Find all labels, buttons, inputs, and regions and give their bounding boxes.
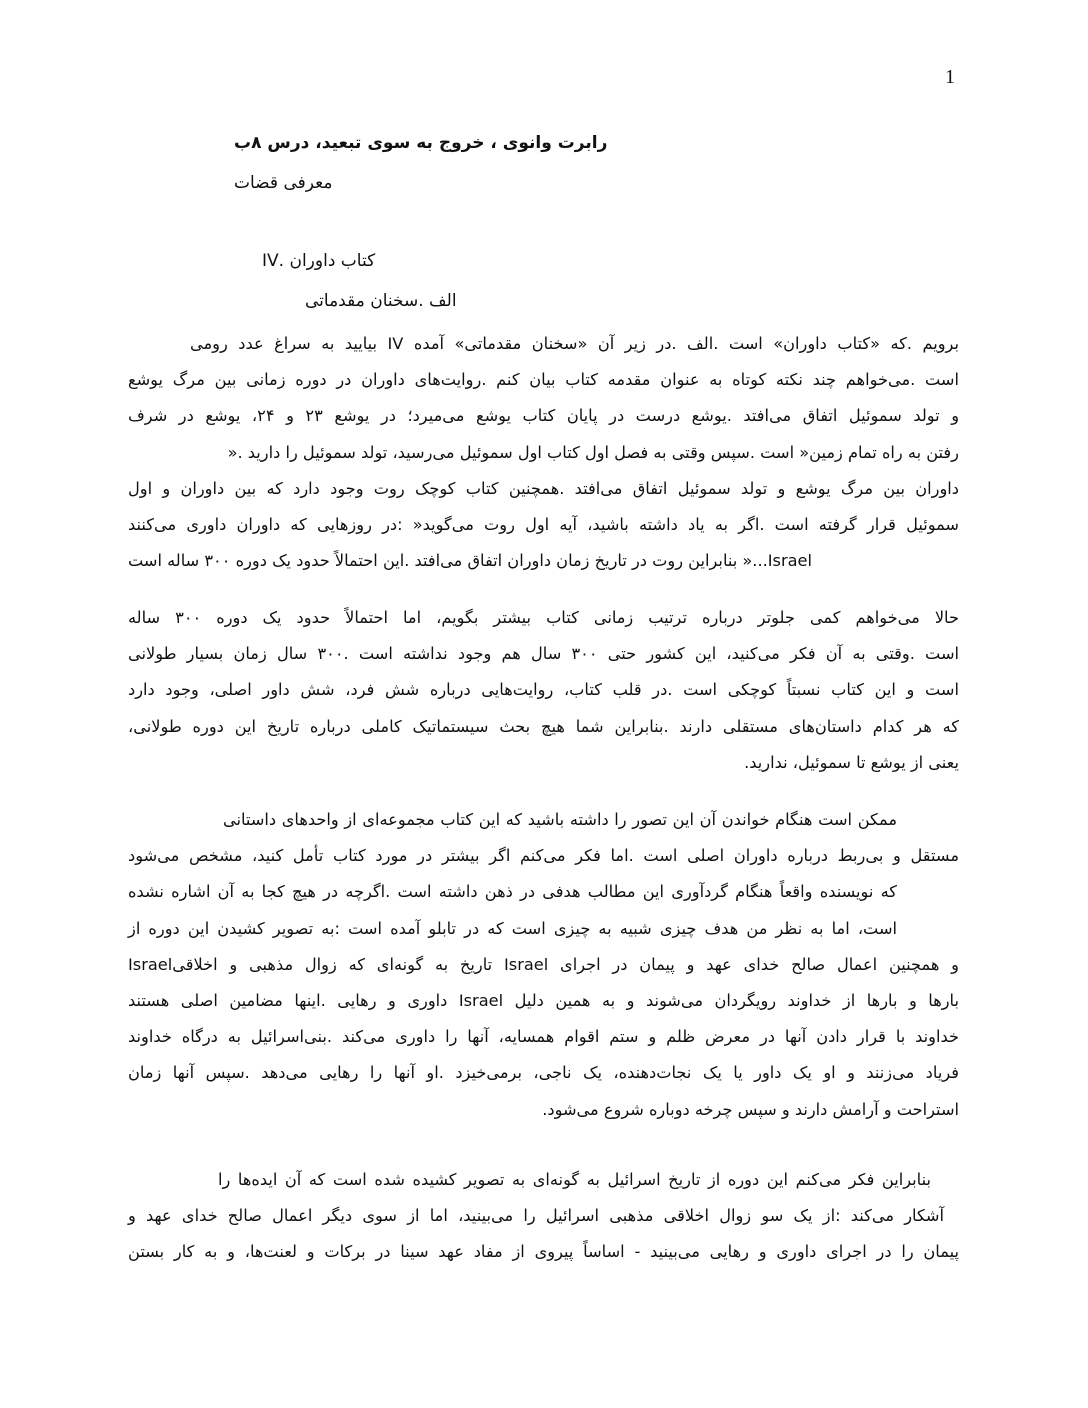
subsection-heading: الف .سخنان مقدماتی [305,291,457,311]
paragraph-line: پیمان را در اجرای داوری و رهایی می‌بینید - اساساً پیروی از مفاد عهد سینا در برکات و لعنت‌ها، و به کار بستن [128,1242,959,1262]
paragraph-line: سموئیل قرار گرفته است .اگر به یاد داشته باشید، آیه اول روت می‌گوید« :در روزهایی که داوران داوری می‌کنند [128,515,959,535]
paragraph-line: مستقل و بی‌ربط درباره داوران اصلی است .اما فکر می‌کنم اگر بیشتر در مورد کتاب تأمل کنید، مشخص می‌شود [128,846,959,866]
paragraph-line: استراحت و آرامش دارند و سپس چرخه دوباره شروع می‌شود. [542,1099,959,1119]
paragraph-line: آشکار می‌کند :از یک سو زوال اخلاقی مذهبی اسرائیل را می‌بینید، اما از سوی دیگر اعمال صالح خدای عهد و [128,1206,944,1226]
paragraph-4 [128,1162,959,1271]
paragraph-line: که هر کدام داستان‌های مستقلی دارند .بنابراین شما هیچ بحث سیستماتیک کاملی درباره تاریخ این دوره طولانی، [128,716,959,736]
paragraph-line: فریاد می‌زنند و او یک داور یا یک نجات‌دهنده، یک ناجی، برمی‌خیزد .او آنها را رهایی می‌دهد .سپس آنها زمان [128,1063,959,1083]
paragraph-line: است .می‌خواهم چند نکته کوتاه به عنوان مقدمه کتاب بیان کنم .روایت‌های داوران در دوره زمانی بین مرگ یوشع [128,370,959,390]
paragraph-line: و همچنین اعمال صالح خدای عهد و پیمان در اجرای Israel تاریخ به گونه‌ای که زوال مذهبی و اخلاقیIsrael [128,954,959,974]
paragraph-line: Israel...« بنابراین روت در تاریخ زمان داوران اتفاق می‌افتد .این احتمالاً حدود یک دوره ۳۰۰ ساله است [128,551,812,571]
paragraph-line: و تولد سموئیل اتفاق می‌افتد .یوشع درست در پایان کتاب یوشع می‌میرد؛ در یوشع ۲۳ و ۲۴، یوشع در شرف [128,406,960,426]
section-heading [262,249,375,273]
page-number: 1 [945,66,955,88]
document-subtitle: معرفی قضات [234,173,333,193]
paragraph-line: که نویسنده واقعاً هنگام گردآوری این مطالب هدفی در ذهن داشته است .اگرچه در هیچ کجا به آن اشاره نشده [128,882,897,902]
paragraph-line: یعنی از یوشع تا سموئیل، ندارید. [744,752,959,772]
paragraph-line: است و این کتاب نسبتاً کوچکی است .در قلب کتاب، روایت‌هایی درباره شش فرد، شش داور اصلی، وجود دارد [128,680,959,700]
paragraph-line: است، اما به نظر من هدف چیزی شبیه به چیزی است که در تابلو آمده است :به تصویر کشیدن این دوره از [128,918,897,938]
paragraph-line: است .وقتی به آن فکر می‌کنید، این کشور حتی ۳۰۰ سال هم وجود نداشته است .۳۰۰ سال زمان بسیار طولانی [128,644,960,664]
paragraph-line: بنابراین فکر می‌کنم این دوره از تاریخ اسرائیل به گونه‌ای به تصویر کشیده شده است که آن ایده‌ها را [218,1170,931,1189]
paragraph-3 [128,802,959,1128]
paragraph-line: برویم .که «کتاب داوران» است .الف .در زیر آن «سخنان مقدماتی» آمده IV بیایید به سراغ عدد رومی [190,334,959,353]
paragraph-line: خداوند با قرار دادن آنها در معرض ظلم و ستم اقوام همسایه، آنها را داوری می‌کند .بنی‌اسرائیل به درگاه خداوند [128,1027,959,1047]
paragraph-line: حالا می‌خواهم کمی جلوتر درباره ترتیب زمانی کتاب بیشتر بگویم، اما احتمالاً حدود یک دوره ۳۰۰ ساله [128,608,959,627]
section-heading-text: کتاب داوران .IV [262,251,376,271]
paragraph-line: داوران بین مرگ یوشع و تولد سموئیل اتفاق می‌افتد .همچنین کتاب کوچک روت وجود دارد که بین داوران و اول [128,478,959,498]
paragraph-1 [128,326,959,579]
paragraph-line: بارها و بارها از خداوند رویگردان می‌شوند و به همین دلیل Israel داوری و رهایی .اینها مضامین اصلی هستند [128,991,959,1011]
paragraph-line: رفتن به راه تمام زمین« است .سپس وقتی به فصل اول کتاب اول سموئیل می‌رسید، تولد سموئیل را دارید .« [227,442,959,462]
paragraph-line: ممکن است هنگام خواندن آن این تصور را داشته باشید که این کتاب مجموعه‌ای از واحدهای داستانی [223,810,897,829]
paragraph-2 [128,600,959,781]
document-title: رابرت وانوی ، خروج به سوی تبعید، درس ۸ب [234,133,608,153]
